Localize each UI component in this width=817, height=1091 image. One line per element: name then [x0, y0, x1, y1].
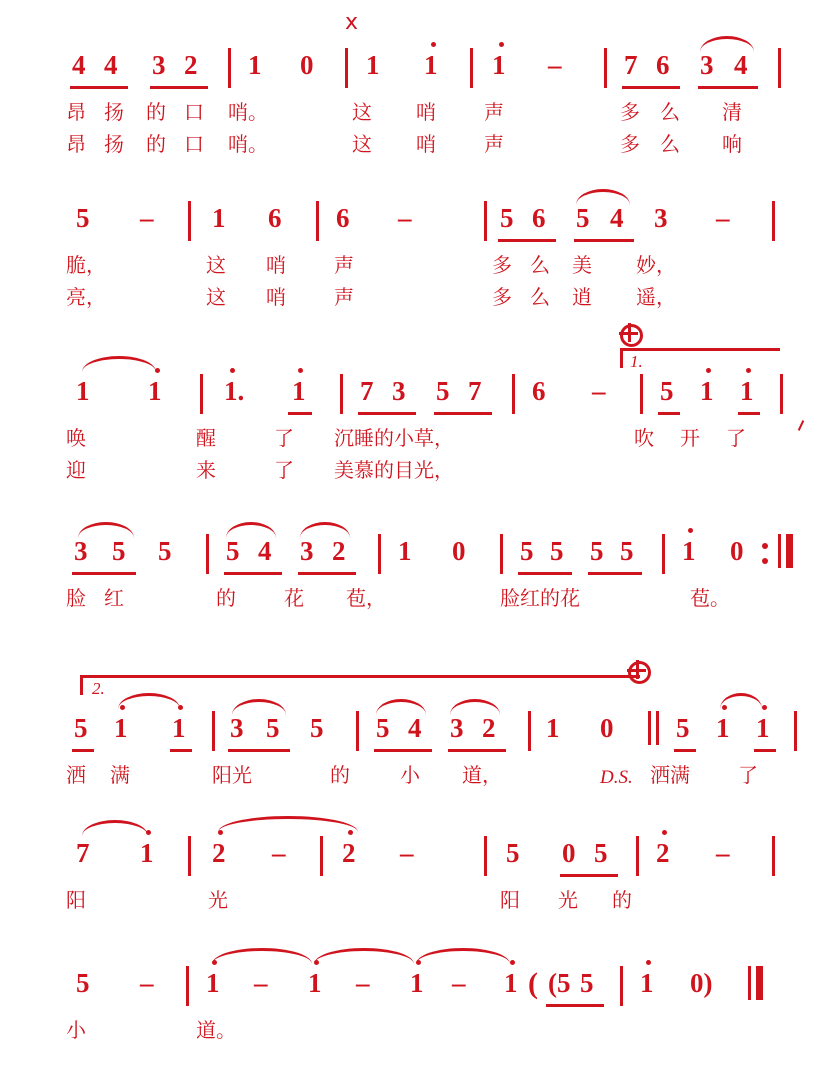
slur [450, 699, 500, 715]
barline [484, 201, 487, 241]
note: 5 [226, 536, 240, 566]
lyric: 洒满 [650, 763, 690, 787]
note: 1 [546, 713, 560, 743]
barline [640, 374, 643, 414]
slur [212, 948, 312, 964]
lyric: 脸红的花 [500, 586, 580, 610]
lyric: 哨 [416, 100, 436, 124]
lyric: 多 [492, 285, 512, 309]
slur [118, 693, 180, 709]
note: 5 [620, 536, 634, 566]
octave-dot [431, 42, 436, 47]
note: 3 [152, 50, 166, 80]
lyric: 清 [722, 100, 742, 124]
lyric: 昂 [66, 100, 86, 124]
note: 5 [506, 838, 520, 868]
lyric: 脆， [66, 253, 106, 277]
note: 5 [520, 536, 534, 566]
barline [320, 836, 323, 876]
lyric: 哨 [266, 253, 286, 277]
beam-underline [622, 86, 680, 89]
lyric: 的 [612, 888, 632, 912]
note: 5 [158, 536, 172, 566]
note: 5 [580, 968, 594, 998]
note: 5 [436, 376, 450, 406]
note: 5 [550, 536, 564, 566]
note: 6 [336, 203, 350, 233]
note: 0 [452, 536, 466, 566]
lyric: 声 [484, 132, 504, 156]
lyric: 唤 [66, 426, 86, 450]
lyric: 光 [208, 888, 228, 912]
lyric: 的 [216, 586, 236, 610]
lyric: 声 [334, 253, 354, 277]
lyric: 醒 [196, 426, 216, 450]
slur [376, 699, 426, 715]
note: 6 [532, 376, 546, 406]
lyric: 么 [660, 132, 680, 156]
lyric: 小 [66, 1018, 86, 1042]
beam-underline [170, 749, 192, 752]
lyric: 么 [660, 100, 680, 124]
slur [232, 699, 286, 715]
lyric: 多 [620, 132, 640, 156]
barline [206, 534, 209, 574]
repeat-dots [762, 543, 768, 573]
note-high: 2 [342, 838, 356, 868]
note-high: 1 [756, 713, 770, 743]
barline [212, 711, 215, 751]
note: 3 [654, 203, 668, 233]
barline [636, 836, 639, 876]
barline [772, 836, 775, 876]
lyric: 扬 [104, 132, 124, 156]
barline [188, 201, 191, 241]
lyric: 了 [726, 426, 746, 450]
lyric: 道。 [196, 1018, 236, 1042]
octave-dot [510, 960, 515, 965]
note-high: 1 [504, 968, 518, 998]
note: 1 [366, 50, 380, 80]
octave-dot [499, 42, 504, 47]
lyric: 响 [722, 132, 742, 156]
lyric: 声 [334, 285, 354, 309]
lyric: 口 [184, 100, 204, 124]
lyric: 哨。 [228, 100, 268, 124]
octave-dot [746, 368, 751, 373]
note-high: 1 [492, 50, 506, 80]
note-dash: – [452, 968, 466, 998]
note: 5 [590, 536, 604, 566]
music-system-2 [0, 175, 817, 325]
lyric: 迎 [66, 458, 86, 482]
note-dash: – [592, 376, 606, 406]
note: 6 [656, 50, 670, 80]
barline [316, 201, 319, 241]
barline [356, 711, 359, 751]
note: 7 [360, 376, 374, 406]
beam-underline [228, 749, 290, 752]
barline [772, 201, 775, 241]
lyric: 光 [558, 888, 578, 912]
lyric: 小 [400, 763, 420, 787]
beam-underline [72, 572, 136, 575]
note: 2 [332, 536, 346, 566]
note: 7 [624, 50, 638, 80]
note-high: 2 [656, 838, 670, 868]
note: 5 [76, 203, 90, 233]
octave-dot [230, 368, 235, 373]
lyric: 美 [572, 253, 592, 277]
note: 5 [500, 203, 514, 233]
note: 4 [104, 50, 118, 80]
ds-mark: D.S. [600, 767, 633, 788]
lyric: 亮， [66, 285, 106, 309]
beam-underline [518, 572, 572, 575]
lyric: 多 [492, 253, 512, 277]
note-high: 1 [716, 713, 730, 743]
note: 0 [600, 713, 614, 743]
note: 3 [392, 376, 406, 406]
beam-underline [754, 749, 776, 752]
note-dash: – [398, 203, 412, 233]
barline [648, 711, 651, 745]
note: 4 [734, 50, 748, 80]
volta-bracket-1 [620, 348, 780, 351]
barline [345, 48, 348, 88]
slur [416, 948, 510, 964]
lyric: 么 [530, 285, 550, 309]
lyric: 阳 [500, 888, 520, 912]
note-high: 1 [148, 376, 162, 406]
octave-dot [298, 368, 303, 373]
note-high: 1 [410, 968, 424, 998]
note: 2 [184, 50, 198, 80]
lyric: 哨 [266, 285, 286, 309]
note-dash: – [272, 838, 286, 868]
lyric: 红 [104, 586, 124, 610]
volta-number: 1. [630, 352, 643, 371]
lyric: 开 [680, 426, 700, 450]
note: 5 [76, 968, 90, 998]
beam-underline [374, 749, 432, 752]
note: 4 [72, 50, 86, 80]
music-system-7 [0, 940, 817, 1070]
beam-underline [288, 412, 312, 415]
lyric: 口 [184, 132, 204, 156]
note-high: 1 [308, 968, 322, 998]
barline [662, 534, 665, 574]
note-dash: – [400, 838, 414, 868]
note-high: 1 [682, 536, 696, 566]
music-system-3 [0, 320, 817, 490]
lyric: 满 [110, 763, 130, 787]
note-dash: – [548, 50, 562, 80]
coda-icon [628, 661, 651, 684]
barline [500, 534, 503, 574]
lyric: 声 [484, 100, 504, 124]
barline-thick [786, 534, 793, 568]
lyric: 了 [274, 426, 294, 450]
beam-underline [150, 86, 208, 89]
note: 5 [266, 713, 280, 743]
note: 1 [398, 536, 412, 566]
note: 5 [660, 376, 674, 406]
note: (5 [548, 968, 571, 998]
lyric: 这 [352, 100, 372, 124]
lyric: 么 [530, 253, 550, 277]
note: 3 [74, 536, 88, 566]
octave-dot [706, 368, 711, 373]
segno-icon: x [345, 10, 359, 35]
music-system-6 [0, 810, 817, 930]
beam-underline [448, 749, 506, 752]
lyric: 这 [206, 253, 226, 277]
slur [300, 522, 350, 538]
note-high: 1 [206, 968, 220, 998]
beam-underline [498, 239, 556, 242]
volta-number: 2. [92, 679, 105, 698]
slur [218, 816, 358, 832]
slur [82, 356, 156, 372]
note: 0) [690, 968, 713, 998]
lyric: 的 [146, 100, 166, 124]
note: 0 [562, 838, 576, 868]
barline [620, 966, 623, 1006]
lyric: 洒 [66, 763, 86, 787]
barline [378, 534, 381, 574]
volta-bracket-2 [80, 675, 640, 678]
barline [512, 374, 515, 414]
barline [186, 966, 189, 1006]
slur [576, 189, 630, 205]
barline [470, 48, 473, 88]
beam-underline [560, 874, 618, 877]
note-high: 1 [640, 968, 654, 998]
note-dash: – [356, 968, 370, 998]
lyric: 了 [274, 458, 294, 482]
note: 4 [258, 536, 272, 566]
note: 7 [76, 838, 90, 868]
slur [82, 820, 148, 836]
octave-dot [688, 528, 693, 533]
lyric: 扬 [104, 100, 124, 124]
note-high: 2 [212, 838, 226, 868]
lyric: 阳光 [212, 763, 252, 787]
beam-underline [434, 412, 492, 415]
barline-final [748, 966, 751, 1000]
note: 5 [576, 203, 590, 233]
note: 3 [230, 713, 244, 743]
note: 6 [268, 203, 282, 233]
lyric: 这 [206, 285, 226, 309]
note: 1 [248, 50, 262, 80]
note: 1 [76, 376, 90, 406]
note: 2 [482, 713, 496, 743]
note-dash: – [716, 838, 730, 868]
octave-dot [646, 960, 651, 965]
lyric: 美慕的目光， [334, 458, 454, 482]
note-dash: – [254, 968, 268, 998]
beam-underline [658, 412, 680, 415]
barline [794, 711, 797, 751]
beam-underline [588, 572, 642, 575]
beam-underline [738, 412, 760, 415]
beam-underline [298, 572, 356, 575]
beam-underline [574, 239, 634, 242]
slur [78, 522, 134, 538]
barline [484, 836, 487, 876]
lyric: 沉睡的小草， [334, 426, 454, 450]
lyric: 了 [738, 763, 758, 787]
open-paren: ( [528, 967, 538, 1000]
coda-icon [620, 324, 643, 347]
note: 0 [730, 536, 744, 566]
note-high: 1 [140, 838, 154, 868]
barline [340, 374, 343, 414]
lyric: 逍 [572, 285, 592, 309]
lyric: 来 [196, 458, 216, 482]
slur [700, 36, 754, 52]
note: 3 [450, 713, 464, 743]
barline-final-thick [756, 966, 763, 1000]
beam-underline [224, 572, 282, 575]
octave-dot [762, 705, 767, 710]
lyric: 花 [284, 586, 304, 610]
barline [528, 711, 531, 751]
lyric: 脸 [66, 586, 86, 610]
note-high: 1 [424, 50, 438, 80]
octave-dot [662, 830, 667, 835]
note: 5 [594, 838, 608, 868]
barline [656, 711, 659, 745]
slur [314, 948, 414, 964]
note-dash: – [716, 203, 730, 233]
note-high-dotted: 1. [224, 376, 245, 406]
lyric: 的 [330, 763, 350, 787]
note: 5 [376, 713, 390, 743]
note: 5 [676, 713, 690, 743]
breath-mark [798, 420, 804, 431]
lyric: 昂 [66, 132, 86, 156]
note: 3 [700, 50, 714, 80]
note: 0 [300, 50, 314, 80]
beam-underline [546, 1004, 604, 1007]
note: 3 [300, 536, 314, 566]
barline [778, 48, 781, 88]
lyric: 妙， [636, 253, 676, 277]
note-dash: – [140, 968, 154, 998]
beam-underline [674, 749, 696, 752]
beam-underline [358, 412, 416, 415]
note-high: 1 [292, 376, 306, 406]
barline [780, 374, 783, 414]
beam-underline [698, 86, 758, 89]
lyric: 吹 [634, 426, 654, 450]
beam-underline [70, 86, 128, 89]
lyric: 遥， [636, 285, 676, 309]
note-high: 1 [114, 713, 128, 743]
lyric: 苞， [346, 586, 386, 610]
beam-underline [72, 749, 94, 752]
lyric: 哨。 [228, 132, 268, 156]
note: 5 [74, 713, 88, 743]
barline [604, 48, 607, 88]
slur [720, 693, 762, 709]
barline [188, 836, 191, 876]
note: 6 [532, 203, 546, 233]
octave-dot [348, 830, 353, 835]
note: 5 [310, 713, 324, 743]
lyric: 道， [462, 763, 502, 787]
lyric: 苞。 [690, 586, 730, 610]
lyric: 哨 [416, 132, 436, 156]
lyric: 阳 [66, 888, 86, 912]
barline [200, 374, 203, 414]
barline [228, 48, 231, 88]
note: 4 [610, 203, 624, 233]
lyric: 这 [352, 132, 372, 156]
slur [226, 522, 276, 538]
note-dash: – [140, 203, 154, 233]
lyric: 多 [620, 100, 640, 124]
music-system-4 [0, 510, 817, 640]
note-high: 1 [700, 376, 714, 406]
note: 5 [112, 536, 126, 566]
note: 1 [212, 203, 226, 233]
note-high: 1 [172, 713, 186, 743]
note: 4 [408, 713, 422, 743]
note: 7 [468, 376, 482, 406]
barline [778, 534, 781, 568]
music-system-1 [0, 10, 817, 160]
note-high: 1 [740, 376, 754, 406]
music-system-5 [0, 655, 817, 800]
lyric: 的 [146, 132, 166, 156]
